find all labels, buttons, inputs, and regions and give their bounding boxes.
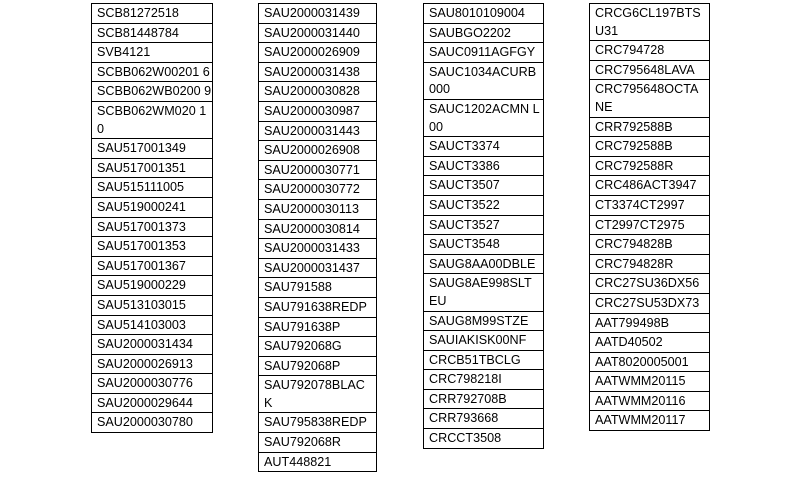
part-number-cell: SAU2000030771 [259,160,377,180]
table-row [92,197,213,217]
table-row [259,239,377,259]
table-row [92,237,213,257]
part-number-cell: SCBB062WB0200 9 [92,82,213,102]
table-row [424,156,544,176]
table-row [424,43,544,63]
table-row [92,62,213,82]
table-row [259,433,377,453]
table-row [424,311,544,331]
table-row [424,23,544,43]
part-number-cell: CRC486ACT3947 [590,176,710,196]
table-row [259,141,377,161]
table-row [590,137,710,157]
part-number-cell: SAUG8AA00DBLE [424,254,544,274]
table-row [259,413,377,433]
table-row [259,4,377,24]
part-number-cell: AAT799498B [590,313,710,333]
table-row [424,350,544,370]
table-row [259,43,377,63]
table-row [92,101,213,138]
part-number-cell: SAU8010109004 [424,4,544,24]
part-number-cell: SAUIAKISK00NF [424,331,544,351]
part-number-cell: SAU792078BLAC K [259,376,377,413]
part-number-cell: SAU2000029644 [92,393,213,413]
table-row [590,352,710,372]
part-number-cell: CRR792708B [424,389,544,409]
table-row [590,333,710,353]
part-number-cell: SAU517001353 [92,237,213,257]
part-number-cell: SAU2000030814 [259,219,377,239]
part-number-cell: SAUG8AE998SLT EU [424,274,544,311]
table-row [424,4,544,24]
part-number-cell: SAU2000031433 [259,239,377,259]
table-row [259,356,377,376]
table-row [92,178,213,198]
part-number-cell: SAU519000241 [92,197,213,217]
table-row [92,82,213,102]
table-row [424,215,544,235]
table-row [590,411,710,431]
table-row [424,137,544,157]
part-number-cell: CRC27SU53DX73 [590,293,710,313]
table-row [259,82,377,102]
part-number-cell: SAU519000229 [92,276,213,296]
part-number-cell: CRC794728 [590,41,710,61]
part-number-cell: CRC795648OCTA NE [590,80,710,117]
part-number-cell: AUT448821 [259,452,377,472]
part-number-cell: CRCCT3508 [424,429,544,449]
table-row [590,195,710,215]
table-row [590,293,710,313]
table-row [259,23,377,43]
part-number-cell: SAU2000026908 [259,141,377,161]
part-number-cell: SAUCT3522 [424,195,544,215]
table-row [590,80,710,117]
table-row [92,43,213,63]
table-row [590,117,710,137]
table-row [590,176,710,196]
part-number-cell: SAU2000030776 [92,374,213,394]
table-row [92,295,213,315]
table-row [92,139,213,159]
table-row [590,254,710,274]
part-number-cell: CT2997CT2975 [590,215,710,235]
table-row [424,370,544,390]
part-number-cell: SAU517001349 [92,139,213,159]
part-number-cell: CRR793668 [424,409,544,429]
part-number-cell: SAU517001367 [92,256,213,276]
part-number-column-3 [423,3,544,449]
table-row [259,199,377,219]
part-number-cell: SAU2000030828 [259,82,377,102]
table-row [259,219,377,239]
table-row [424,274,544,311]
table-row [259,62,377,82]
table-row [424,99,544,136]
table-row [424,409,544,429]
table-row [424,389,544,409]
table-row [590,391,710,411]
table-row [92,413,213,433]
table-row [424,429,544,449]
part-number-cell: SCBB062WM020 10 [92,101,213,138]
part-number-cell: CRC795648LAVA [590,60,710,80]
table-row [590,235,710,255]
part-number-cell: CRCB51TBCLG [424,350,544,370]
table-row [424,235,544,255]
part-number-cell: SAU2000031440 [259,23,377,43]
table-row [259,121,377,141]
part-number-cell: CRC794828B [590,235,710,255]
table-row [590,274,710,294]
table-row [590,372,710,392]
part-number-cell: SAU2000026913 [92,354,213,374]
part-number-cell: SAU795838REDP [259,413,377,433]
table-row [92,23,213,43]
part-number-cell: SAU2000030113 [259,199,377,219]
part-number-cell: SAUCT3527 [424,215,544,235]
part-number-cell: SAU792068R [259,433,377,453]
part-number-cell: CRC792588B [590,137,710,157]
part-number-cell: SCB81272518 [92,4,213,24]
table-row [424,331,544,351]
table-row [92,256,213,276]
part-number-cell: SAU517001351 [92,158,213,178]
part-number-cell: AAT8020005001 [590,352,710,372]
part-number-cell: SAU515111005 [92,178,213,198]
part-number-column-4 [589,3,710,431]
part-number-cell: CT3374CT2997 [590,195,710,215]
part-number-cell: SAUG8M99STZE [424,311,544,331]
table-row [92,315,213,335]
table-row [424,62,544,99]
part-number-cell: SAU792068P [259,356,377,376]
part-number-cell: AATD40502 [590,333,710,353]
part-number-cell: AATWMM20116 [590,391,710,411]
part-number-cell: SAU514103003 [92,315,213,335]
part-number-cell: SAU2000030780 [92,413,213,433]
part-number-cell: CRC27SU36DX56 [590,274,710,294]
table-row [92,393,213,413]
table-row [92,276,213,296]
table-row [590,156,710,176]
part-number-cell: SAUCT3386 [424,156,544,176]
part-number-cell: CRR792588B [590,117,710,137]
table-row [590,215,710,235]
part-number-cell: SAU2000031439 [259,4,377,24]
part-number-cell: SAUCT3374 [424,137,544,157]
table-row [259,317,377,337]
part-number-column-2 [258,3,377,472]
table-row [259,297,377,317]
table-row [259,180,377,200]
part-number-cell: SAU2000031434 [92,335,213,355]
table-row [259,258,377,278]
part-number-cell: SAU517001373 [92,217,213,237]
table-row [92,158,213,178]
part-number-cell: SAUC0911AGFGY [424,43,544,63]
part-number-cell: SAU2000031437 [259,258,377,278]
part-number-cell: SAUC1202ACMN L00 [424,99,544,136]
part-number-cell: CRC798218I [424,370,544,390]
table-row [259,452,377,472]
table-row [92,217,213,237]
table-row [259,376,377,413]
table-row [259,337,377,357]
table-row [259,160,377,180]
part-number-cell: SAU2000031443 [259,121,377,141]
part-number-column-1 [91,3,213,433]
part-number-cell: SAU791638REDP [259,297,377,317]
table-row [424,254,544,274]
part-number-cell: SAUCT3548 [424,235,544,255]
part-number-cell: CRCG6CL197BTS U31 [590,4,710,41]
table-row [424,176,544,196]
table-row [92,4,213,24]
part-number-cell: SAU2000030772 [259,180,377,200]
part-number-cell: SAU2000030987 [259,101,377,121]
table-row [92,335,213,355]
part-number-cell: SAU513103015 [92,295,213,315]
part-number-cell: SAU792068G [259,337,377,357]
table-row [590,313,710,333]
part-number-cell: SAU2000026909 [259,43,377,63]
part-number-cell: SCBB062W00201 6 [92,62,213,82]
part-number-cell: AATWMM20115 [590,372,710,392]
part-number-cell: SAUC1034ACURB 000 [424,62,544,99]
table-row [259,101,377,121]
table-row [92,354,213,374]
part-number-cell: SAUBGO2202 [424,23,544,43]
part-number-cell: SVB4121 [92,43,213,63]
part-number-cell: CRC794828R [590,254,710,274]
part-number-cell: SAU2000031438 [259,62,377,82]
part-number-cell: SAUCT3507 [424,176,544,196]
part-number-cell: SAU791638P [259,317,377,337]
part-number-cell: SCB81448784 [92,23,213,43]
table-row [424,195,544,215]
table-row [92,374,213,394]
table-row [590,4,710,41]
part-number-cell: SAU791588 [259,278,377,298]
part-number-cell: CRC792588R [590,156,710,176]
table-row [590,60,710,80]
table-row [259,278,377,298]
part-number-cell: AATWMM20117 [590,411,710,431]
table-row [590,41,710,61]
